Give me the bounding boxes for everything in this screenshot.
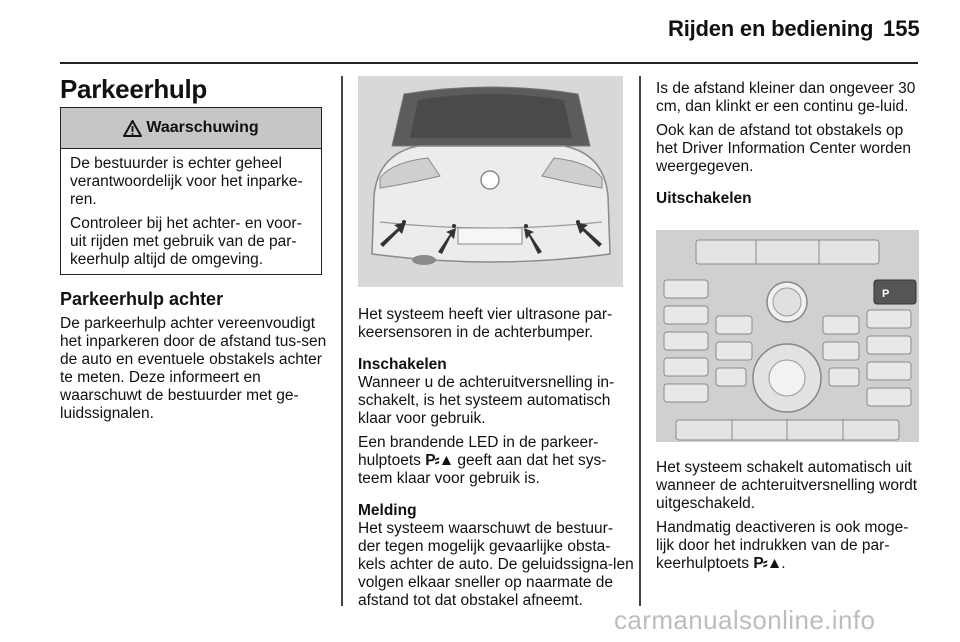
- on-text: Wanneer u de achteruitversnelling in-schakelt, is het systeem automatisch klaar voor gebruik.: [358, 374, 615, 427]
- continuous-tone-text: Is de afstand kleiner dan ongeveer 30 cm, dan klinkt er een continu ge-luid.: [656, 80, 916, 115]
- right-column-bottom: [656, 459, 924, 579]
- right-column-top: [656, 80, 924, 208]
- section-heading-on: Inschakelen: [358, 356, 447, 373]
- car-rear-illustration: [358, 76, 623, 287]
- park-assist-button-icon: P⸗▲: [425, 452, 454, 469]
- running-header-title: Rijden en bediening: [668, 16, 874, 41]
- warning-paragraph: De bestuurder is echter geheel verantwoordelijk voor het inparke-ren.: [70, 155, 303, 208]
- section-heading-rear: Parkeerhulp achter: [60, 289, 224, 309]
- led-text-before: Een brandende LED in de parkeer-hulptoets: [358, 434, 599, 469]
- warning-paragraph: Controleer bij het achter- en voor-uit rijden met gebruik van de par-keerhulp altijd de omgeving.: [70, 215, 302, 268]
- led-text: [358, 434, 634, 488]
- warning-box: [60, 107, 322, 275]
- manual-off-text: [656, 519, 924, 573]
- dic-text: Ook kan de afstand tot obstakels op het Driver Information Center worden weergegeven.: [656, 122, 912, 175]
- park-assist-button-icon-2: P⸗▲: [753, 555, 782, 572]
- column-divider-left: [341, 76, 343, 606]
- sensor-intro: Het systeem heeft vier ultrasone par-keersensoren in de achterbumper.: [358, 306, 613, 341]
- page-number: 155: [883, 16, 920, 41]
- warning-triangle-icon: [123, 120, 142, 137]
- warning-header: [61, 108, 321, 149]
- center-console-figure: [656, 230, 919, 442]
- page-heading: Parkeerhulp: [60, 74, 207, 104]
- manual-off-text-after: .: [781, 555, 786, 572]
- column-divider-right: [639, 76, 641, 606]
- auto-off-text: Het systeem schakelt automatisch uit wanneer de achteruitversnelling wordt uitgeschakeld.: [656, 459, 918, 512]
- rear-bumper-sensors-figure: [358, 76, 623, 287]
- rear-body: De parkeerhulp achter vereenvoudigt het inparkeren door de afstand tus-sen de auto en eventuele obstakels achter te meten. Deze informeert en waarschuwt de bestuurder met ge-luidssignalen.: [60, 315, 327, 422]
- header-rule: [60, 62, 918, 64]
- rear-section: [60, 289, 328, 429]
- led-text-after: geeft aan dat het sys-teem klaar voor gebruik is.: [358, 452, 607, 487]
- section-heading-alert: Melding: [358, 502, 417, 519]
- warning-heading: Waarschuwing: [146, 119, 259, 136]
- svg-text:P: P: [882, 288, 890, 300]
- middle-column-text: [358, 306, 634, 616]
- watermark: carmanualsonline.info: [614, 605, 876, 635]
- alert-text: Het systeem waarschuwt de bestuur-der tegen mogelijk gevaarlijke obsta-kels achter de auto. De geluidssigna-len volgen elkaar sneller op naarmate de afstand tot dat obstakel afneemt.: [358, 520, 634, 609]
- center-console-illustration: [656, 230, 919, 442]
- manual-off-text-before: Handmatig deactiveren is ook moge-lijk door het indrukken van de par-keerhulptoets: [656, 519, 909, 572]
- warning-body: [61, 149, 321, 269]
- section-heading-off: Uitschakelen: [656, 190, 752, 207]
